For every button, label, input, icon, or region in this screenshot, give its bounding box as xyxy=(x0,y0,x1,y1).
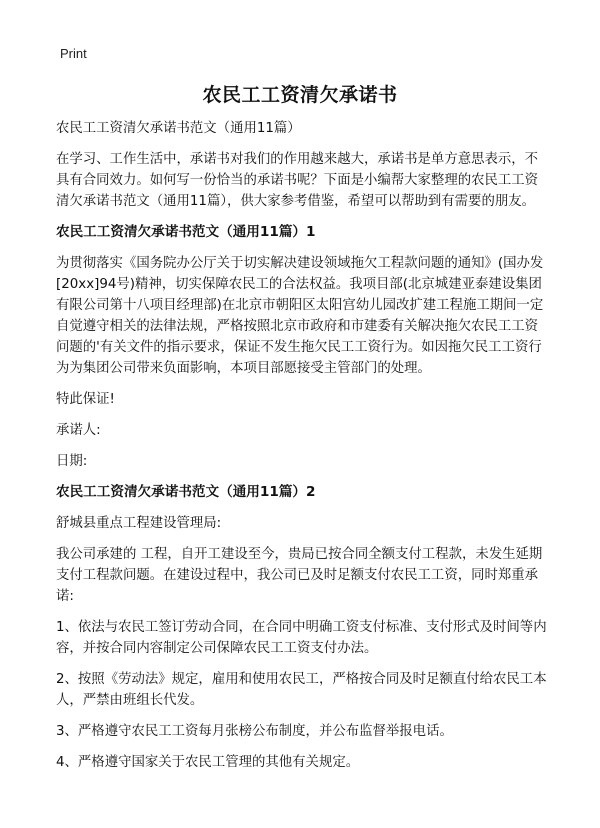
page-title: 农民工工资清欠承诺书 xyxy=(202,84,398,106)
document-body xyxy=(56,118,548,783)
section-1-paragraph: 为贯彻落实《国务院办公厅关于切实解决建设领域拖欠工程款问题的通知》(国办发[20xx]94号)精神，切实保障农民工的合法权益。我项目部(北京城建亚泰建设集团有限公司第十八项目经理部)在北京市朝阳区太阳宫幼儿园改扩建工程施工期间一定自觉遵守相关的法律法规，严格按照北京市政府和市建委有关解决拖欠农民工工资问题的'有关文件的指示要求，保证不发生拖欠民工工资行为。如因拖欠民工工资行为为集团公司带来负面影响，本项目部愿接受主管部门的处理。 xyxy=(56,256,544,376)
print-label[interactable]: Print xyxy=(60,46,87,61)
section-1-date: 日期: xyxy=(56,454,88,469)
section-2-item-2: 2、按照《劳动法》规定，雇用和使用农民工，严格按合同及时足额直付给农民工本人，严禁由班组长代发。 xyxy=(56,672,547,708)
section-2-paragraph: 我公司承建的 工程，自开工建设至今，贵局已按合同全额支付工程款，未发生延期支付工程款问题。在建设过程中，我公司已及时足额支付农民工工资，同时郑重承诺: xyxy=(56,547,543,604)
section-2-item-4: 4、严格遵守国家关于农民工管理的其他有关规定。 xyxy=(56,755,360,770)
section-2-item-1: 1、依法与农民工签订劳动合同，在合同中明确工资支付标准、支付形式及时间等内容，并按合同内容制定公司保障农民工工资支付办法。 xyxy=(56,620,547,656)
section-1-heading: 农民工工资清欠承诺书范文（通用11篇）1 xyxy=(56,224,316,240)
section-1-guarantee: 特此保证! xyxy=(56,392,115,407)
section-2-addressee: 舒城县重点工程建设管理局: xyxy=(56,516,222,531)
section-2-heading: 农民工工资清欠承诺书范文（通用11篇）2 xyxy=(56,484,316,500)
section-1-signer: 承诺人: xyxy=(56,423,101,438)
intro-paragraph: 在学习、工作生活中，承诺书对我们的作用越来越大，承诺书是单方意思表示，不具有合同效力。如何写一份恰当的承诺书呢？下面是小编帮大家整理的农民工工资清欠承诺书范文（通用11篇），供大家参考借鉴，希望可以帮助到有需要的朋友。 xyxy=(56,152,539,209)
section-2-item-3: 3、严格遵守农民工工资每月张榜公布制度，并公布监督举报电话。 xyxy=(56,724,453,739)
intro-subtitle: 农民工工资清欠承诺书范文（通用11篇） xyxy=(56,121,301,136)
